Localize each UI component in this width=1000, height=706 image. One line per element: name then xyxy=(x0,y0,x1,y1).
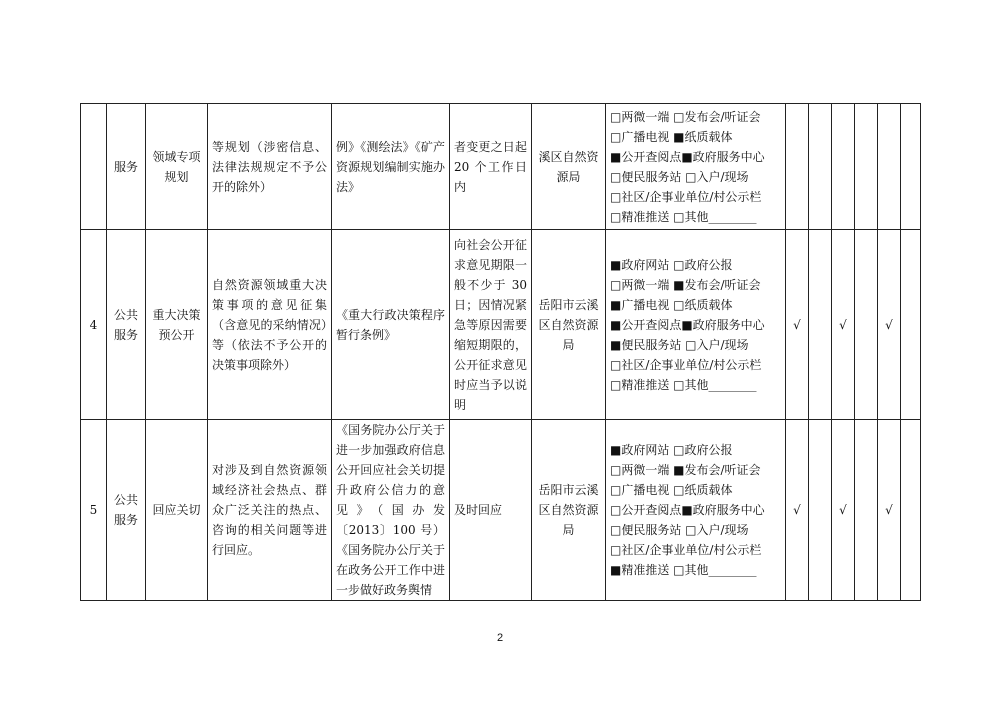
channel-line: ■公开查阅点■政府服务中心 xyxy=(610,317,765,332)
subject-cell: 溪区自然资源局 xyxy=(532,104,606,230)
mark-cell: √ xyxy=(832,420,855,601)
channel-line: □两微一端 ■发布会/听证会 xyxy=(610,277,761,292)
page-number: 2 xyxy=(496,632,504,644)
mark-cell: √ xyxy=(878,420,901,601)
channel-line: ■精准推送 □其他________ xyxy=(610,563,757,577)
content-cell: 等规划（涉密信息、法律法规规定不予公开的除外） xyxy=(208,104,332,230)
channel-line: □精准推送 □其他________ xyxy=(610,377,757,392)
basis-cell: 例》《测绘法》《矿产资源规划编制实施办法》 xyxy=(332,104,450,230)
basis-cell: 《国务院办公厅关于进一步加强政府信息公开回应社会关切提升政府公信力的意见》（国办发〔2013〕100 号）《国务院办公厅关于在政务公开工作中进一步做好政务舆情 xyxy=(332,420,450,601)
table-row xyxy=(81,420,921,601)
time-limit-cell: 者变更之日起 20 个工作日内 xyxy=(450,104,532,230)
channel-line: ■公开查阅点■政府服务中心 xyxy=(610,149,765,164)
category-cell: 服务 xyxy=(107,104,146,230)
disclosure-table xyxy=(80,103,921,601)
channel-line: □两微一端 ■发布会/听证会 xyxy=(610,463,761,477)
mark-cell xyxy=(901,104,921,230)
channel-line: ■政府网站 □政府公报 xyxy=(610,443,733,457)
mark-cell: √ xyxy=(832,230,855,420)
mark-cell xyxy=(809,420,832,601)
channel-line: □广播电视 □纸质载体 xyxy=(610,483,733,497)
channels-cell xyxy=(606,230,786,420)
channel-line: □精准推送 □其他________ xyxy=(610,209,757,224)
content-cell: 自然资源领域重大决策事项的意见征集（含意见的采纳情况）等（依法不予公开的决策事项除外） xyxy=(208,230,332,420)
mark-cell: √ xyxy=(878,230,901,420)
channels-cell xyxy=(606,104,786,230)
channel-line: ■政府网站 □政府公报 xyxy=(610,257,733,272)
category-cell: 公共服务 xyxy=(107,230,146,420)
channels-cell xyxy=(606,420,786,601)
time-limit-cell: 向社会公开征求意见期限一般不少于 30 日；因情况紧急等原因需要缩短期限的，公开征求意见时应当予以说明 xyxy=(450,230,532,420)
item-cell: 回应关切 xyxy=(146,420,208,601)
row-number: 5 xyxy=(81,420,107,601)
channel-line: □社区/企事业单位/村公示栏 xyxy=(610,189,762,204)
mark-cell xyxy=(809,230,832,420)
table-row xyxy=(81,230,921,420)
mark-cell xyxy=(901,420,921,601)
subject-cell: 岳阳市云溪区自然资源局 xyxy=(532,230,606,420)
channel-line: □便民服务站 □入户/现场 xyxy=(610,169,749,184)
mark-cell xyxy=(878,104,901,230)
channel-line: □广播电视 ■纸质载体 xyxy=(610,129,733,144)
channel-line: □社区/企事业单位/村公示栏 xyxy=(610,357,762,372)
channel-line: □公开查阅点■政府服务中心 xyxy=(610,503,765,517)
mark-cell xyxy=(855,420,878,601)
mark-cell xyxy=(855,230,878,420)
basis-cell: 《重大行政决策程序暂行条例》 xyxy=(332,230,450,420)
channel-line: □社区/企事业单位/村公示栏 xyxy=(610,543,762,557)
channel-line: □两微一端 □发布会/听证会 xyxy=(610,109,761,124)
table-row xyxy=(81,104,921,230)
channel-line: □便民服务站 □入户/现场 xyxy=(610,523,749,537)
row-number: 4 xyxy=(81,230,107,420)
time-limit-cell: 及时回应 xyxy=(450,420,532,601)
mark-cell xyxy=(901,230,921,420)
mark-cell xyxy=(809,104,832,230)
mark-cell xyxy=(786,104,809,230)
subject-cell: 岳阳市云溪区自然资源局 xyxy=(532,420,606,601)
row-number xyxy=(81,104,107,230)
item-cell: 领域专项规划 xyxy=(146,104,208,230)
mark-cell: √ xyxy=(786,230,809,420)
item-cell: 重大决策预公开 xyxy=(146,230,208,420)
mark-cell xyxy=(855,104,878,230)
mark-cell xyxy=(832,104,855,230)
channel-line: ■广播电视 □纸质载体 xyxy=(610,297,733,312)
category-cell: 公共服务 xyxy=(107,420,146,601)
content-cell: 对涉及到自然资源领域经济社会热点、群众广泛关注的热点、咨询的相关问题等进行回应。 xyxy=(208,420,332,601)
channel-line: ■便民服务站 □入户/现场 xyxy=(610,337,749,352)
mark-cell: √ xyxy=(786,420,809,601)
